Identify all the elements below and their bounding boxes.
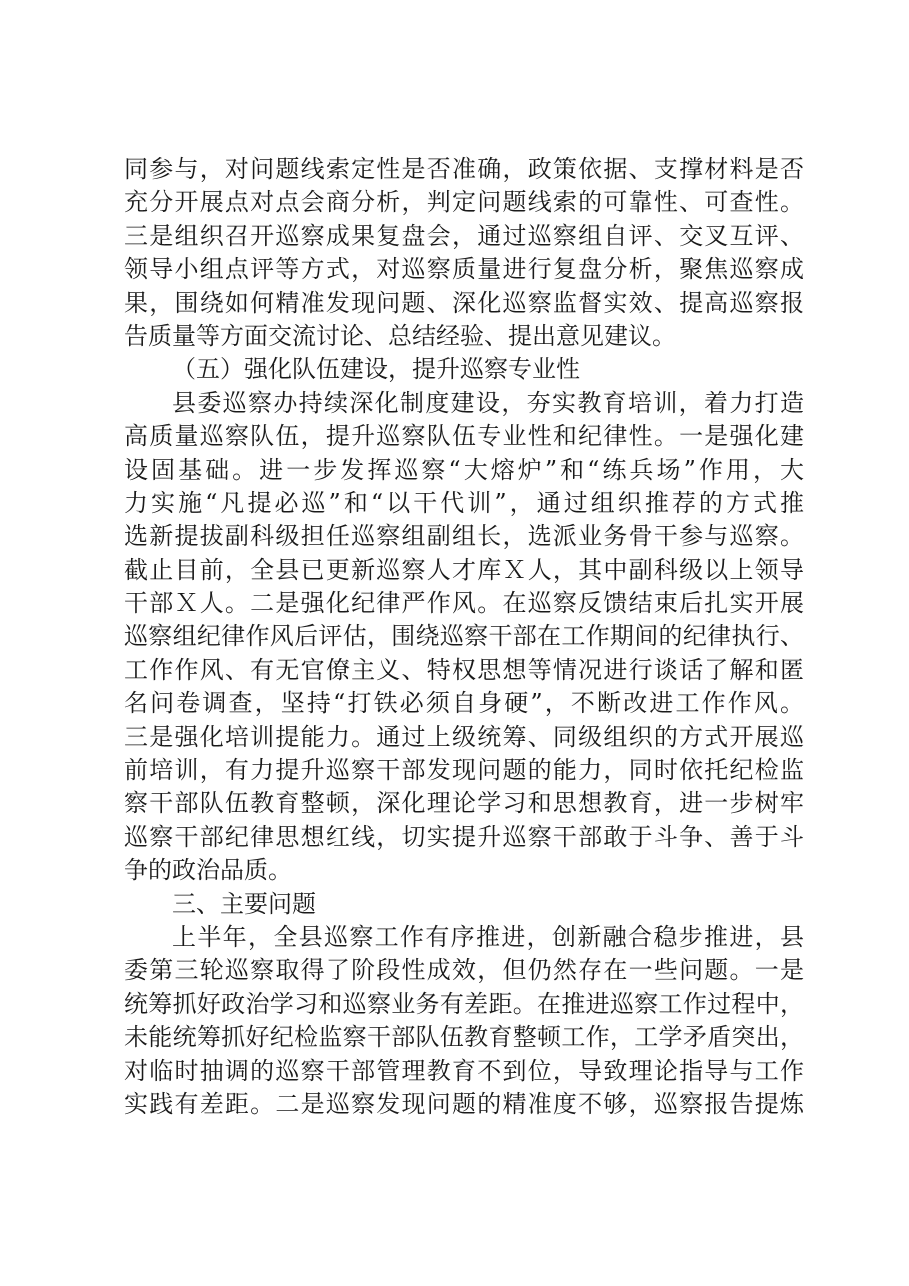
text-line: 选新提拔副科级担任巡察组副组长，选派业务骨干参与巡察。 <box>124 522 804 551</box>
text-line: 实践有差距。二是巡察发现问题的精准度不够，巡察报告提炼 <box>124 1089 804 1118</box>
text-line: 争的政治品质。 <box>124 856 292 885</box>
text-line: 县委巡察办持续深化制度建设，夯实教育培训，着力打造 <box>172 388 804 417</box>
text-line: 三是组织召开巡察成果复盘会，通过巡察组自评、交叉互评、 <box>124 221 804 250</box>
text-line: 对临时抽调的巡察干部管理教育不到位，导致理论指导与工作 <box>124 1056 804 1085</box>
text-line: 巡察干部纪律思想红线，切实提升巡察干部敢于斗争、善于斗 <box>124 822 804 851</box>
text-line: 干部Ｘ人。二是强化纪律严作风。在巡察反馈结束后扎实开展 <box>124 589 804 618</box>
text-line: 上半年，全县巡察工作有序推进，创新融合稳步推进，县 <box>172 922 804 951</box>
text-line: 充分开展点对点会商分析，判定问题线索的可靠性、可查性。 <box>124 188 804 217</box>
text-line: 力实施“凡提必巡”和“以干代训”，通过组织推荐的方式推 <box>124 488 804 517</box>
text-line: 领导小组点评等方式，对巡察质量进行复盘分析，聚焦巡察成 <box>124 255 804 284</box>
text-line: 告质量等方面交流讨论、总结经验、提出意见建议。 <box>124 321 676 350</box>
text-line: 统筹抓好政治学习和巡察业务有差距。在推进巡察工作过程中， <box>124 989 804 1018</box>
text-line: 果，围绕如何精准发现问题、深化巡察监督实效、提高巡察报 <box>124 288 804 317</box>
text-line: 截止目前，全县已更新巡察人才库Ｘ人，其中副科级以上领导 <box>124 555 804 584</box>
text-line: 委第三轮巡察取得了阶段性成效，但仍然存在一些问题。一是 <box>124 956 804 985</box>
text-line: 察干部队伍教育整顿，深化理论学习和思想教育，进一步树牢 <box>124 789 804 818</box>
text-line: 工作作风、有无官僚主义、特权思想等情况进行谈话了解和匿 <box>124 655 804 684</box>
text-line: 三是强化培训提能力。通过上级统筹、同级组织的方式开展巡 <box>124 722 804 751</box>
text-line: 巡察组纪律作风后评估，围绕巡察干部在工作期间的纪律执行、 <box>124 622 804 651</box>
text-line: 前培训，有力提升巡察干部发现问题的能力，同时依托纪检监 <box>124 756 804 785</box>
text-line: 设固基础。进一步发挥巡察“大熔炉”和“练兵场”作用，大 <box>124 455 804 484</box>
document-body <box>124 153 804 1121</box>
text-line: 同参与，对问题线索定性是否准确，政策依据、支撑材料是否 <box>124 155 804 183</box>
text-line: 未能统筹抓好纪检监察干部队伍教育整顿工作，工学矛盾突出， <box>124 1023 804 1052</box>
text-line: （五）强化队伍建设，提升巡察专业性 <box>172 355 580 384</box>
text-line: 名问卷调查，坚持“打铁必须自身硬”，不断改进工作作风。 <box>124 689 804 718</box>
text-line: 高质量巡察队伍，提升巡察队伍专业性和纪律性。一是强化建 <box>124 422 804 451</box>
text-line: 三、主要问题 <box>172 889 316 918</box>
